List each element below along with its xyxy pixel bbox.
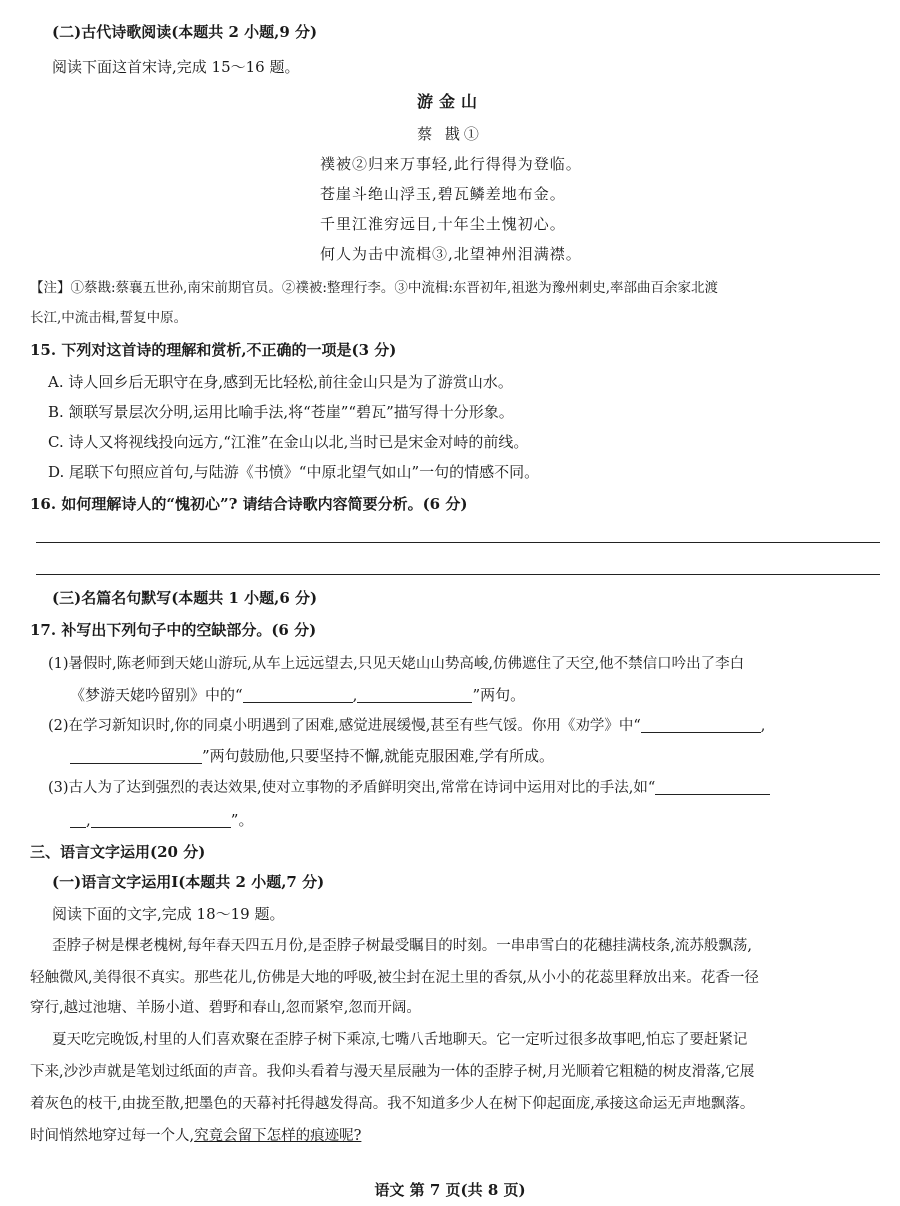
section2-intro: 阅读下面这首宋诗,完成 15～16 题。 <box>52 58 300 76</box>
q17-blank-2[interactable] <box>357 686 472 703</box>
q17-p3-line-1 <box>48 778 770 798</box>
q16-stem: 16. 如何理解诗人的“愧初心”? 请结合诗歌内容简要分析。(6 分) <box>30 495 468 513</box>
q15-option-d: D. 尾联下句照应首句,与陆游《书愤》“中原北望气如山”一句的情感不同。 <box>48 463 540 481</box>
section2-header: (二)古代诗歌阅读(本题共 2 小题,9 分) <box>52 23 318 41</box>
section3-header: (三)名篇名句默写(本题共 1 小题,6 分) <box>52 589 318 607</box>
q17-p3-text-c: ”。 <box>230 811 254 829</box>
q17-p1-line-1: (1)暑假时,陈老师到天姥山游玩,从车上远远望去,只见天姥山山势高峻,仿佛遮住了天空,他不禁信口吟出了李白 <box>48 656 745 672</box>
q17-p2-text-b: , <box>760 718 766 734</box>
passage-para1-line-1: 歪脖子树是棵老槐树,每年春天四五月份,是歪脖子树最受瞩目的时刻。一串串雪白的花穗挂满枝条,流苏般飘荡, <box>52 938 752 954</box>
q17-blank-3[interactable] <box>641 716 761 733</box>
q17-p1-text-c: ”两句。 <box>472 686 526 704</box>
q16-answer-line-1[interactable] <box>36 542 880 543</box>
part3-intro: 阅读下面的文字,完成 18～19 题。 <box>52 905 285 923</box>
passage-para2-line-1: 夏天吃完晚饭,村里的人们喜欢聚在歪脖子树下乘凉,七嘴八舌地聊天。它一定听过很多故事吧,怕忘了要赶紧记 <box>52 1032 748 1048</box>
passage-para1-line-2: 轻触微风,美得很不真实。那些花儿,仿佛是大地的呼吸,被尘封在泥土里的香氛,从小小的花蕊里释放出来。花香一径 <box>30 970 759 986</box>
q15-option-b: B. 颔联写景层次分明,运用比喻手法,将“苍崖”“碧瓦”描写得十分形象。 <box>48 403 514 421</box>
q17-p3-line-2 <box>70 810 253 830</box>
poem-author: 蔡 戡① <box>417 125 483 143</box>
passage-para2-line-2: 下来,沙沙声就是笔划过纸面的声音。我仰头看着与漫天星辰融为一体的歪脖子树,月光顺着它粗糙的树皮滑落,它展 <box>30 1064 755 1080</box>
passage-para1-line-3: 穿行,越过池塘、羊肠小道、碧野和春山,忽而紧窄,忽而开阔。 <box>30 1000 421 1016</box>
q17-blank-5[interactable] <box>655 778 770 795</box>
passage-para2-line-3: 着灰色的枝干,由拢至散,把墨色的天幕衬托得越发得高。我不知道多少人在树下仰起面庞,承接这命运无声地飘落。 <box>30 1096 755 1112</box>
poem-note-line-1: 【注】①蔡戡:蔡襄五世孙,南宋前期官员。②襆被:整理行李。③中流楫:东晋初年,祖逖为豫州刺史,率部曲百余家北渡 <box>30 280 719 296</box>
part3-header: 三、语言文字运用(20 分) <box>30 843 206 861</box>
q17-blank-6[interactable] <box>91 811 231 828</box>
q17-p1-text-a: 《梦游天姥吟留别》中的“ <box>70 686 243 704</box>
poem-line-2: 苍崖斗绝山浮玉,碧瓦鳞差地布金。 <box>320 185 566 203</box>
q17-p2-line-1 <box>48 716 765 736</box>
q16-answer-line-2[interactable] <box>36 574 880 575</box>
page-footer: 语文 第 7 页(共 8 页) <box>374 1181 526 1199</box>
q17-p2-text-c: ”两句鼓励他,只要坚持不懈,就能克服困难,学有所成。 <box>202 747 554 765</box>
q17-blank-4[interactable] <box>70 747 202 764</box>
passage-para2-line-4 <box>30 1126 361 1146</box>
passage-text: 时间悄然地穿过每一个人, <box>30 1128 195 1144</box>
poem-line-4: 何人为击中流楫③,北望神州泪满襟。 <box>320 245 582 263</box>
q17-p1-text-b: , <box>352 686 358 704</box>
q17-p2-text-a: (2)在学习新知识时,你的同桌小明遇到了困难,感觉进展缓慢,甚至有些气馁。你用《劝学》中“ <box>48 718 641 734</box>
q17-p1-line-2 <box>70 685 525 705</box>
poem-title: 游金山 <box>416 92 483 111</box>
q17-blank-5-cont[interactable] <box>70 811 86 828</box>
q17-blank-1[interactable] <box>243 686 353 703</box>
q17-p3-text-b: , <box>86 811 91 829</box>
part3-sub-header: (一)语言文字运用Ⅰ(本题共 2 小题,7 分) <box>52 873 325 891</box>
q17-stem: 17. 补写出下列句子中的空缺部分。(6 分) <box>30 621 317 639</box>
poem-note-line-2: 长江,中流击楫,誓复中原。 <box>30 310 188 326</box>
poem-line-1: 襆被②归来万事轻,此行得得为登临。 <box>320 155 582 173</box>
q15-option-a: A. 诗人回乡后无职守在身,感到无比轻松,前往金山只是为了游赏山水。 <box>48 373 513 391</box>
q15-stem: 15. 下列对这首诗的理解和赏析,不正确的一项是(3 分) <box>30 341 397 359</box>
underlined-sentence: 究竟会留下怎样的痕迹呢? <box>194 1128 362 1144</box>
q15-option-c: C. 诗人又将视线投向远方,“江淮”在金山以北,当时已是宋金对峙的前线。 <box>48 433 529 451</box>
q17-p2-line-2 <box>70 746 554 766</box>
q17-p3-text-a: (3)古人为了达到强烈的表达效果,使对立事物的矛盾鲜明突出,常常在诗词中运用对比的手法,如“ <box>48 780 656 796</box>
poem-line-3: 千里江淮穷远目,十年尘土愧初心。 <box>320 215 566 233</box>
